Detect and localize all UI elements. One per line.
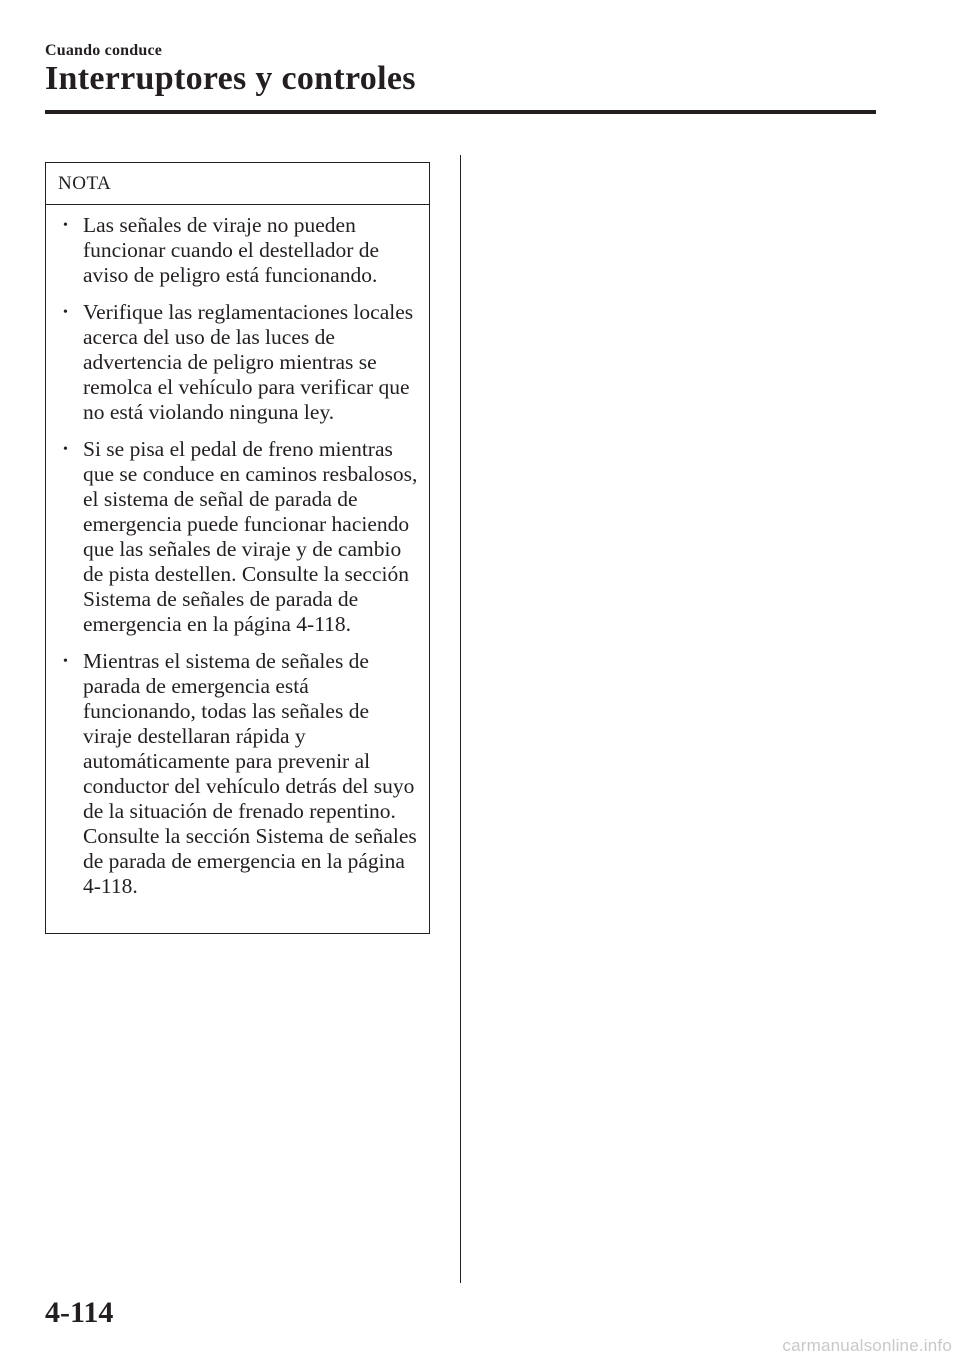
- note-item: [63, 437, 419, 637]
- note-list: [46, 205, 429, 899]
- bullet-icon: •: [63, 218, 68, 233]
- note-item-text: Si se pisa el pedal de freno mientras que se conduce en caminos resbalosos, el sistema de señal de parada de emergencia puede funcionar haciendo que las señales de viraje y de cambio de pista destellen. Consulte la sección Sistema de señales de parada de emergencia en la página 4-118.: [83, 437, 418, 636]
- column-divider: [460, 155, 461, 1283]
- note-item: [63, 300, 419, 425]
- note-item: [63, 649, 419, 899]
- note-item: [63, 213, 419, 288]
- bullet-icon: •: [63, 442, 68, 457]
- note-item-text: Las señales de viraje no pueden funcionar cuando el destellador de aviso de peligro está funcionando.: [83, 213, 380, 287]
- bullet-icon: •: [63, 654, 68, 669]
- note-item-text: Verifique las reglamentaciones locales acerca del uso de las luces de advertencia de peligro mientras se remolca el vehículo para verificar que no está violando ninguna ley.: [83, 300, 414, 424]
- section-label: Cuando conduce: [45, 42, 163, 59]
- heading-rule: [45, 110, 876, 114]
- note-title: NOTA: [46, 163, 429, 205]
- watermark-text: carmanualsonline.info: [782, 1336, 952, 1355]
- bullet-icon: •: [63, 305, 68, 320]
- page-title: Interruptores y controles: [45, 60, 416, 97]
- note-item-text: Mientras el sistema de señales de parada de emergencia está funcionando, todas las señales de viraje destellaran rápida y automáticamente para prevenir al conductor del vehículo detrás del suyo de la situación de frenado repentino. Consulte la sección Sistema de señales de parada de emergencia en la página 4-118.: [83, 649, 417, 898]
- note-box: [45, 162, 430, 934]
- page-number: 4-114: [45, 1296, 114, 1329]
